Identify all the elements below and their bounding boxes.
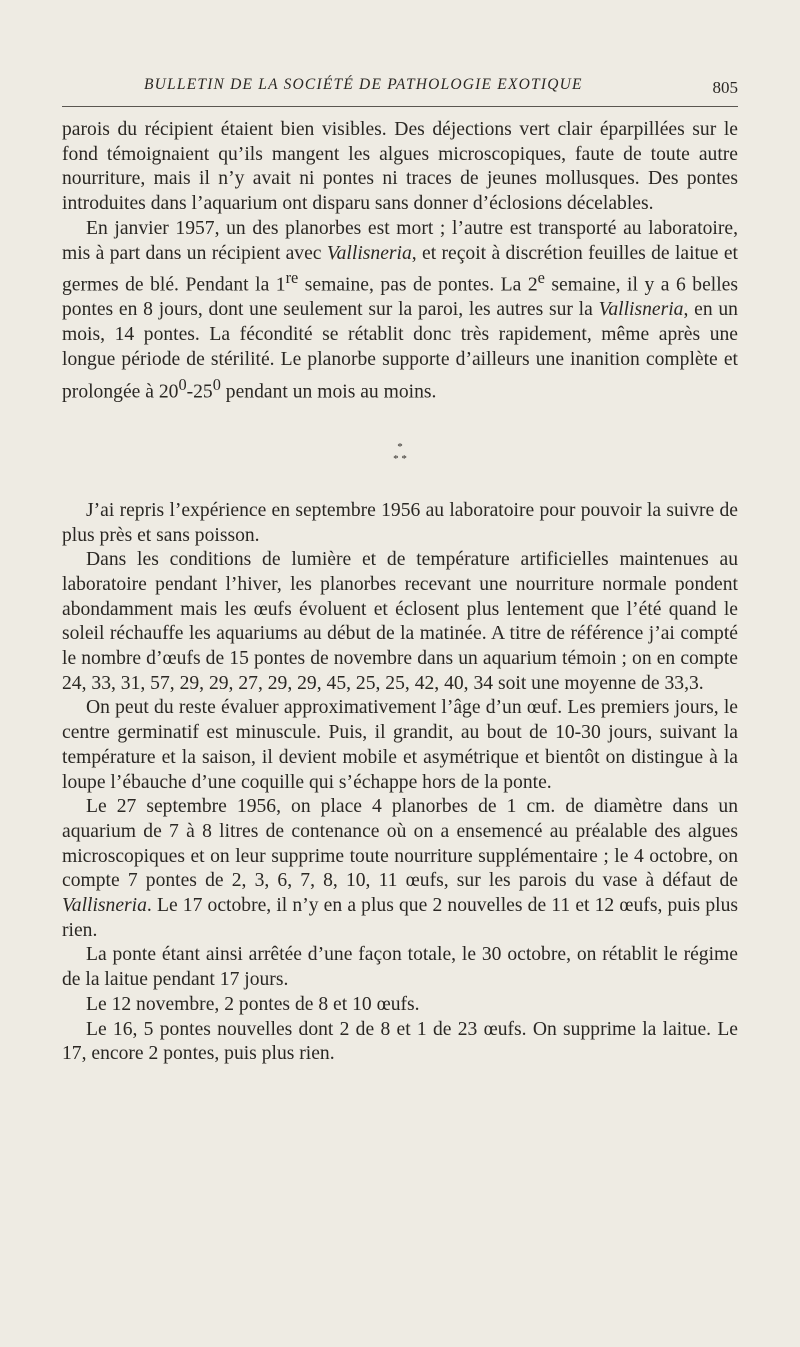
text-run: Le 27 septembre 1956, on place 4 planorbes de 1 cm. de diamètre dans un aquarium de 7 à 8 litres de contenance où on a ensemencé au préalable des algues microscopiques et on leur supprime toute nourriture supplémentaire ; le 4 octobre, on compte 7 pontes de 2, 3, 6, 7, 8, 10, 11 œufs, sur les parois du vase à défaut de	[62, 796, 738, 892]
text-run: semaine, il y a 6 belles pontes en 8 jours, dont une seulement sur la paroi, les autres sur la	[62, 274, 738, 321]
page-header	[62, 76, 738, 107]
asterism-top: *	[397, 440, 403, 453]
body-text	[62, 118, 738, 1067]
paragraph-janvier-1957	[62, 217, 738, 405]
text-run: semaine, pas de pontes. La 2	[298, 274, 538, 296]
paragraph-age-oeuf: On peut du reste évaluer approximativement l’âge d’un œuf. Les premiers jours, le centre germinatif est minuscule. Puis, il grandit, au bout de 10-30 jours, suivant la température et la saison, il devient mobile et asymétrique et bientôt on distingue à la loupe l’ébauche d’une coquille qui s’échappe hors de la ponte.	[62, 697, 738, 793]
paragraph-experience: J’ai repris l’expérience en septembre 1956 au laboratoire pour pouvoir la suivre de plus près et sans poisson.	[62, 499, 738, 546]
superscript: e	[537, 268, 545, 288]
degree-sign: 0	[212, 374, 221, 394]
asterism-bottom: * *	[393, 452, 407, 465]
running-title: BULLETIN DE LA SOCIÉTÉ DE PATHOLOGIE EXOTIQUE	[144, 76, 583, 93]
species-name: Vallisneria	[598, 299, 684, 321]
page-number: 805	[712, 78, 738, 97]
paragraph-conditions: Dans les conditions de lumière et de température artificielles maintenues au laboratoire pendant l’hiver, les planorbes recevant une nourriture normale pondent abondamment mais les œufs évoluent et éclosent plus lentement que l’été quand le soleil réchauffe les aquariums au début de la matinée. A titre de référence j’ai compté le nombre d’œufs de 15 pontes de novembre dans un aquarium témoin ; on en compte 24, 33, 31, 57, 29, 29, 27, 29, 29, 45, 25, 25, 42, 40, 34 soit une moyenne de 33,3.	[62, 549, 738, 694]
paragraph-ponte-arretee: La ponte étant ainsi arrêtée d’une façon totale, le 30 octobre, on rétablit le régime de la laitue pendant 17 jours.	[62, 944, 738, 991]
text-run: -25	[186, 381, 213, 403]
text-run: , et reçoit à discrétion feuilles de laitue et germes de blé. Pendant la 1	[62, 242, 738, 296]
text-run: pendant un mois au moins.	[220, 381, 437, 403]
section-separator	[62, 441, 738, 465]
paragraph-27-septembre	[62, 795, 738, 943]
degree-sign: 0	[178, 374, 187, 394]
paragraph-continued: parois du récipient étaient bien visibles. Des déjections vert clair éparpillées sur le fond témoignaient qu’ils mangent les algues microscopiques, faute de toute autre nourriture, mais il n’y avait ni pontes ni traces de jeunes mollusques. Des pontes introduites dans l’aquarium ont disparu sans donner d’éclosions décelables.	[62, 119, 738, 215]
species-name: Vallisneria	[62, 895, 147, 917]
superscript: re	[285, 268, 299, 288]
paragraph-12-novembre: Le 12 novembre, 2 pontes de 8 et 10 œufs.	[86, 993, 420, 1015]
species-name: Vallisneria	[326, 242, 412, 264]
text-run: En janvier 1957, un des planorbes est mort ; l’autre est transporté au laboratoire, mis à part dans un récipient avec	[62, 217, 738, 264]
paragraph-16: Le 16, 5 pontes nouvelles dont 2 de 8 et 1 de 23 œufs. On supprime la laitue. Le 17, encore 2 pontes, puis plus rien.	[62, 1018, 738, 1065]
text-run: . Le 17 octobre, il n’y en a plus que 2 nouvelles de 11 et 12 œufs, puis plus rien.	[62, 895, 738, 941]
text-run: , en un mois, 14 pontes. La fécondité se rétablit donc très rapidement, même après une longue période de stérilité. Le planorbe supporte d’ailleurs une inanition complète et prolongée à 20	[62, 299, 738, 403]
